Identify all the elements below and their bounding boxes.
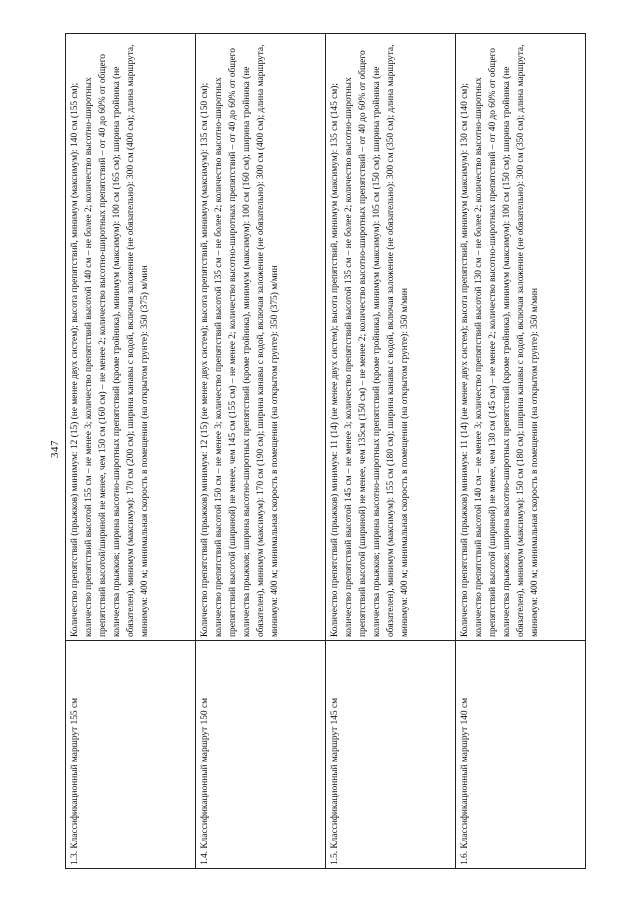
route-name-cell: 1.6. Классификационный маршрут 140 см	[456, 641, 586, 869]
route-description-cell: Количество препятствий (прыжков) минимум: 12 (15) (не менее двух систем); высота препятствий, минимум (максимум): 135 см (150 см); количество препятствий высотой 150 см – не менее 3; количество препятствий высотой 135 см – не более 2; количество высотно-широтных препятствий высотой (шириной) не менее, чем 145 см (155 см) – не менее 2; количество высотно-широтных препятствий – от 40 до 60% от общего количества прыжков; ширина высотно-широтных препятствий (кроме тройника), минимум (максимум): 100 см (160 см); ширина тройника (не обязателен), минимум (максимум): 170 см (190 см); ширина канавы с водой, включая заложение (не обязательно): 300 см (400 см); длина маршрута, минимум: 400 м; минимальная скорость в помещении (на открытом грунте): 350 (375) м/мин	[196, 34, 326, 641]
table-row	[196, 34, 326, 869]
table-row	[456, 34, 586, 869]
route-name-cell: 1.5. Классификационный маршрут 145 см	[326, 641, 456, 869]
routes-table-wrapper	[65, 33, 585, 869]
route-description-cell: Количество препятствий (прыжков) минимум: 11 (14) (не менее двух систем); высота препятствий, минимум (максимум): 135 см (145 см); количество препятствий высотой 145 см – не менее 3; количество препятствий высотой 135 см – не более 2; количество высотно-широтных препятствий высотой (шириной) не менее, чем 135см (150 см) – не менее 2; количество высотно-широтных препятствий – от 40 до 60% от общего количества прыжков; ширина высотно-широтных препятствий (кроме тройника), минимум (максимум): 105 см (150 см); ширина тройника (не обязателен), минимум (максимум): 155 см (180 см); ширина канавы с водой, включая заложение (не обязательно): 300 см (350 см); длина маршрута, минимум: 400 м; минимальная скорость в помещении (на открытом грунте): 350 м/мин	[326, 34, 456, 641]
route-description-cell: Количество препятствий (прыжков) минимум: 12 (15) (не менее двух систем); высота препятствий, минимум (максимум): 140 см (155 см); количество препятствий высотой 155 см – не менее 3; количество препятствий высотой 140 см – не более 2; количество высотно-широтных препятствий высотой/шириной не менее, чем 150 см (160 см) – не менее 2; количество высотно-широтных препятствий – от 40 до 60% от общего количества прыжков; ширина высотно-широтных препятствий (кроме тройника), минимум (максимум): 100 см (165 см); ширина тройника (не обязателен), минимум (максимум): 170 см (200 см); ширина канавы с водой, включая заложение (не обязательно): 300 см (400 см); длина маршрута, минимум: 400 м; минимальная скорость в помещении (на открытом грунте): 350 (375) м/мин	[66, 34, 196, 641]
table-row	[66, 34, 196, 869]
routes-table	[65, 33, 586, 869]
table-row	[326, 34, 456, 869]
page-number: 347	[49, 440, 61, 458]
route-description-cell: Количество препятствий (прыжков) минимум: 11 (14) (не менее двух систем); высота препятствий, минимум (максимум): 130 см (140 см); количество препятствий высотой 140 см – не менее 3; количество препятствий высотой 130 см – не более 2; количество высотно-широтных препятствий высотой (шириной) не менее, чем 130 см (145 см) – не менее 2; количество высотно-широтных препятствий – от 40 до 60% от общего количества прыжков; ширина высотно-широтных препятствий (кроме тройника), минимум (максимум): 100 см (150 см); ширина тройника (не обязателен), минимум (максимум): 150 см (180 см); ширина канавы с водой, включая заложение (не обязательно): 300 см (350 см); длина маршрута, минимум: 400 м; минимальная скорость в помещении (на открытом грунте): 350 м/мин	[456, 34, 586, 641]
route-name-cell: 1.4. Классификационный маршрут 150 см	[196, 641, 326, 869]
route-name-cell: 1.3. Классификационный маршрут 155 см	[66, 641, 196, 869]
